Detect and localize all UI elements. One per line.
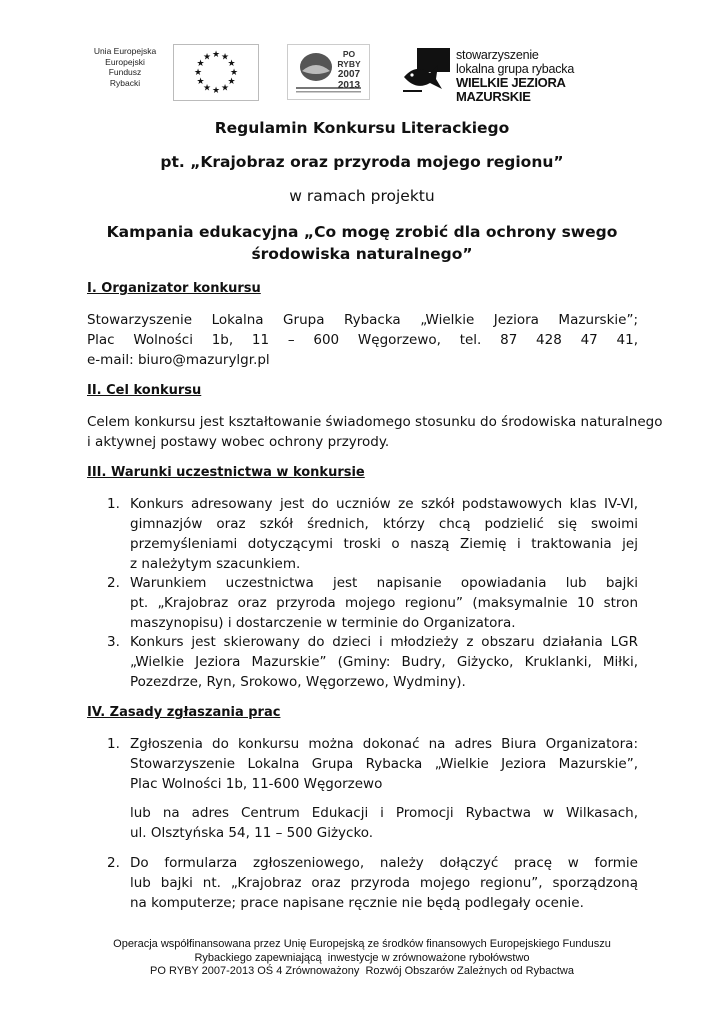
text-line: pt. „Krajobraz oraz przyroda mojego regionu” (maksymalnie 10 stron: [130, 595, 638, 611]
text-line: z należytym szacunkiem.: [130, 556, 301, 572]
text-line: „Wielkie Jeziora Mazurskie” (Gminy: Budry, Giżycko, Kruklanki, Miłki,: [130, 654, 638, 670]
text-line: Konkurs jest skierowany do dzieci i młodzieży z obszaru działania LGR: [130, 634, 638, 650]
svg-text:★: ★: [202, 83, 212, 94]
svg-text:★: ★: [229, 68, 239, 78]
eu-fund-label-line: Rybacki: [109, 77, 141, 88]
text-line: Warunkiem uczestnictwa jest napisanie opowiadania lub bajki: [130, 575, 638, 591]
eu-fund-label-line: Unia Europejska: [93, 46, 157, 56]
logo-rule: [296, 91, 361, 93]
fish-lgr-icon: [400, 47, 450, 95]
text-line: Zgłoszenia do konkursu można dokonać na adres Biura Organizatora:: [130, 736, 638, 752]
svg-text:★: ★: [211, 86, 221, 96]
text-line: Stowarzyszenie Lokalna Grupa Rybacka „Wielkie Jeziora Mazurskie”,: [130, 756, 638, 772]
list-number: 2.: [107, 855, 120, 871]
eu-fund-label-line: Fundusz: [108, 67, 142, 77]
project-intro: w ramach projektu: [289, 187, 435, 205]
footer-line: Rybackiego zapewniającą inwestycje w zrównoważone rybołówstwo: [194, 951, 530, 964]
section-heading-submission: IV. Zasady zgłaszania prac: [87, 705, 281, 720]
svg-text:★: ★: [196, 59, 205, 69]
organizer-paragraph: [87, 310, 638, 370]
svg-text:★: ★: [220, 52, 230, 63]
po-ryby-logo: [287, 44, 370, 100]
text-line: Stowarzyszenie Lokalna Grupa Rybacka „Wielkie Jeziora Mazurskie”;: [87, 312, 638, 328]
text-line: lub bajki nt. „Krajobraz oraz przyroda mojego regionu”, sporządzoną: [130, 875, 638, 891]
section-heading-goal: II. Cel konkursu: [87, 383, 202, 398]
document-title: Regulamin Konkursu Literackiego: [214, 119, 510, 137]
list-number: 2.: [107, 575, 120, 591]
text-line: Pozezdrze, Ryn, Srokowo, Węgorzewo, Wydminy).: [130, 674, 466, 690]
project-name-line: Kampania edukacyjna „Co mogę zrobić dla ochrony swego: [106, 223, 618, 241]
text-line: gimnazjów oraz szkół średnich, którzy chcą podzielić się swoimi: [130, 516, 638, 532]
list-number: 1.: [107, 736, 120, 752]
text-line: lub na adres Centrum Edukacji i Promocji Rybactwa w Wilkasach,: [130, 805, 638, 821]
po-ryby-year-end: 2013: [337, 80, 361, 91]
eu-stars-icon: [174, 45, 258, 100]
organizer-email: e-mail: biuro@mazurylgr.pl: [87, 352, 270, 368]
po-ryby-year-start: 2007: [337, 69, 361, 80]
text-line: Celem konkursu jest kształtowanie świadomego stosunku do środowiska naturalnego: [87, 414, 663, 430]
svg-text:★: ★: [202, 52, 212, 63]
svg-text:★: ★: [227, 59, 236, 69]
text-line: Plac Wolności 1b, 11-600 Węgorzewo: [130, 776, 383, 792]
text-line: i aktywnej postawy wobec ochrony przyrody.: [87, 434, 390, 450]
document-subtitle: pt. „Krajobraz oraz przyroda mojego regionu”: [160, 153, 564, 171]
project-name-line: środowiska naturalnego”: [251, 245, 473, 263]
footer-line: PO RYBY 2007-2013 OŚ 4 Zrównoważony Rozwój Obszarów Zależnych od Rybactwa: [150, 965, 574, 977]
text-line: Plac Wolności 1b, 11 – 600 Węgorzewo, tel. 87 428 47 41,: [87, 332, 638, 348]
text-line: ul. Olsztyńska 54, 11 – 500 Giżycko.: [130, 825, 374, 841]
text-line: Konkurs adresowany jest do uczniów ze szkół podstawowych klas IV-VI,: [130, 496, 638, 512]
lgr-logo-line: stowarzyszenie: [456, 48, 539, 62]
list-number: 3.: [107, 634, 120, 650]
svg-text:★: ★: [227, 77, 236, 87]
svg-text:★: ★: [220, 83, 230, 94]
svg-text:★: ★: [193, 68, 203, 78]
lgr-logo: [400, 47, 610, 104]
svg-text:★: ★: [196, 77, 205, 87]
text-line: maszynopisu) i dostarczenie w terminie do Organizatora.: [130, 615, 516, 631]
text-line: na komputerze; prace napisane ręcznie nie będą podlegały ocenie.: [130, 895, 584, 911]
eu-flag-logo: [173, 44, 259, 101]
svg-text:★: ★: [211, 50, 221, 60]
section-heading-organizer: I. Organizator konkursu: [87, 281, 261, 296]
section-heading-conditions: III. Warunki uczestnictwa w konkursie: [87, 465, 365, 480]
goal-paragraph: [87, 412, 663, 452]
page-footer: [40, 938, 684, 979]
po-ryby-title: PO RYBY: [337, 49, 361, 69]
eu-fund-label: [92, 46, 158, 88]
eu-fund-label-line: Europejski: [105, 56, 145, 67]
list-number: 1.: [107, 496, 120, 512]
lgr-logo-line: WIELKIE JEZIORA MAZURSKIE: [456, 75, 566, 104]
lgr-logo-line: lokalna grupa rybacka: [456, 62, 575, 76]
text-line: Do formularza zgłoszeniowego, należy dołączyć pracę w formie: [130, 855, 638, 871]
footer-line: Operacja współfinansowana przez Unię Europejską ze środków finansowych Europejskiego Funduszu: [113, 938, 611, 950]
text-line: przemyśleniami dotyczącymi troski o naszą Ziemię i traktowania jej: [130, 536, 638, 552]
